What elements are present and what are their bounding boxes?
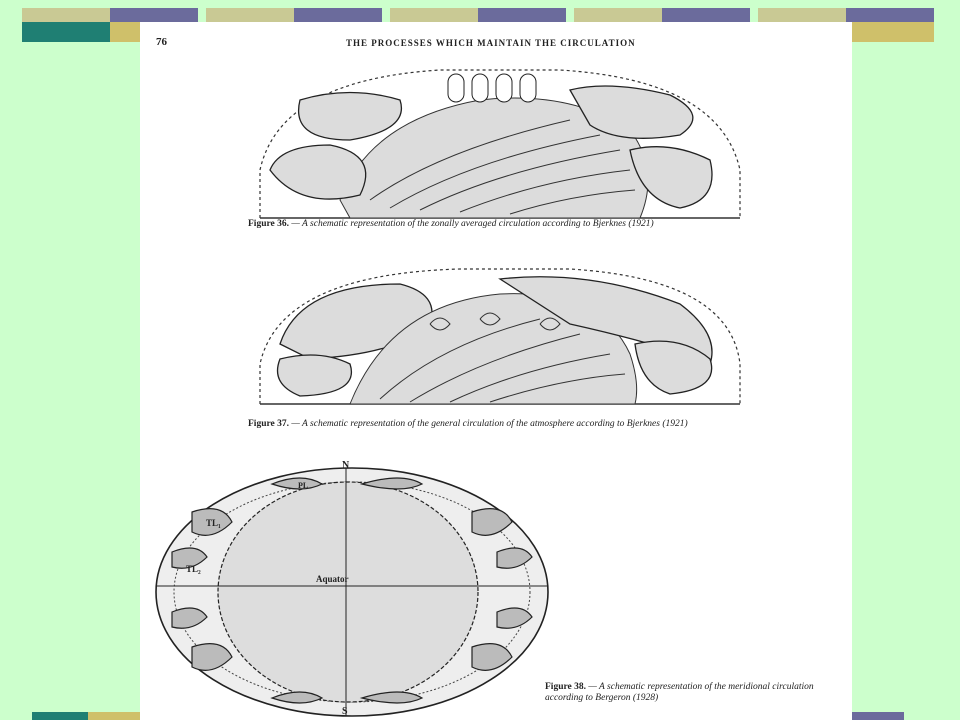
figure-38-text: — A schematic representation of the meridional circulation according to Bergeron (1928)	[545, 682, 814, 703]
scanned-page	[140, 22, 852, 720]
figure-38-diagram	[152, 462, 557, 718]
figure-38-south-label: S	[342, 706, 348, 717]
figure-38-tl1-label: TL₁	[206, 518, 221, 528]
deco-tile	[846, 8, 934, 22]
figure-37-caption	[248, 419, 768, 430]
deco-tile	[110, 8, 198, 22]
deco-tile	[758, 8, 846, 22]
figure-37-label: Figure 37.	[248, 419, 289, 429]
figure-38-caption	[545, 682, 845, 704]
running-head: THE PROCESSES WHICH MAINTAIN THE CIRCULATION	[346, 38, 636, 48]
figure-38-north-label: N	[342, 460, 350, 471]
figure-36-label: Figure 36.	[248, 219, 289, 229]
figure-36-text: — A schematic representation of the zonally averaged circulation according to Bjerknes (1921)	[291, 219, 654, 229]
figure-38-equator-label: Aquator	[316, 574, 349, 584]
deco-tile	[852, 22, 934, 42]
figure-37-diagram	[240, 264, 760, 414]
figure-36-diagram	[240, 60, 760, 228]
figure-38-tl2-label: TL₂	[186, 564, 201, 574]
page-header	[156, 36, 836, 52]
deco-tile	[22, 8, 110, 22]
deco-tile	[852, 712, 904, 720]
deco-tile	[22, 22, 110, 42]
deco-tile	[32, 712, 88, 720]
figure-37-text: — A schematic representation of the general circulation of the atmosphere according to Bjerknes (1921)	[291, 419, 688, 429]
deco-tile	[478, 8, 566, 22]
deco-tile	[662, 8, 750, 22]
figure-38-pl-label: PL	[298, 481, 309, 490]
page-number: 76	[156, 36, 167, 48]
deco-tile	[294, 8, 382, 22]
figure-38-label: Figure 38.	[545, 682, 586, 692]
deco-tile	[390, 8, 478, 22]
deco-tile	[574, 8, 662, 22]
figure-36-caption	[248, 219, 768, 230]
deco-tile	[206, 8, 294, 22]
deco-tile	[88, 712, 140, 720]
